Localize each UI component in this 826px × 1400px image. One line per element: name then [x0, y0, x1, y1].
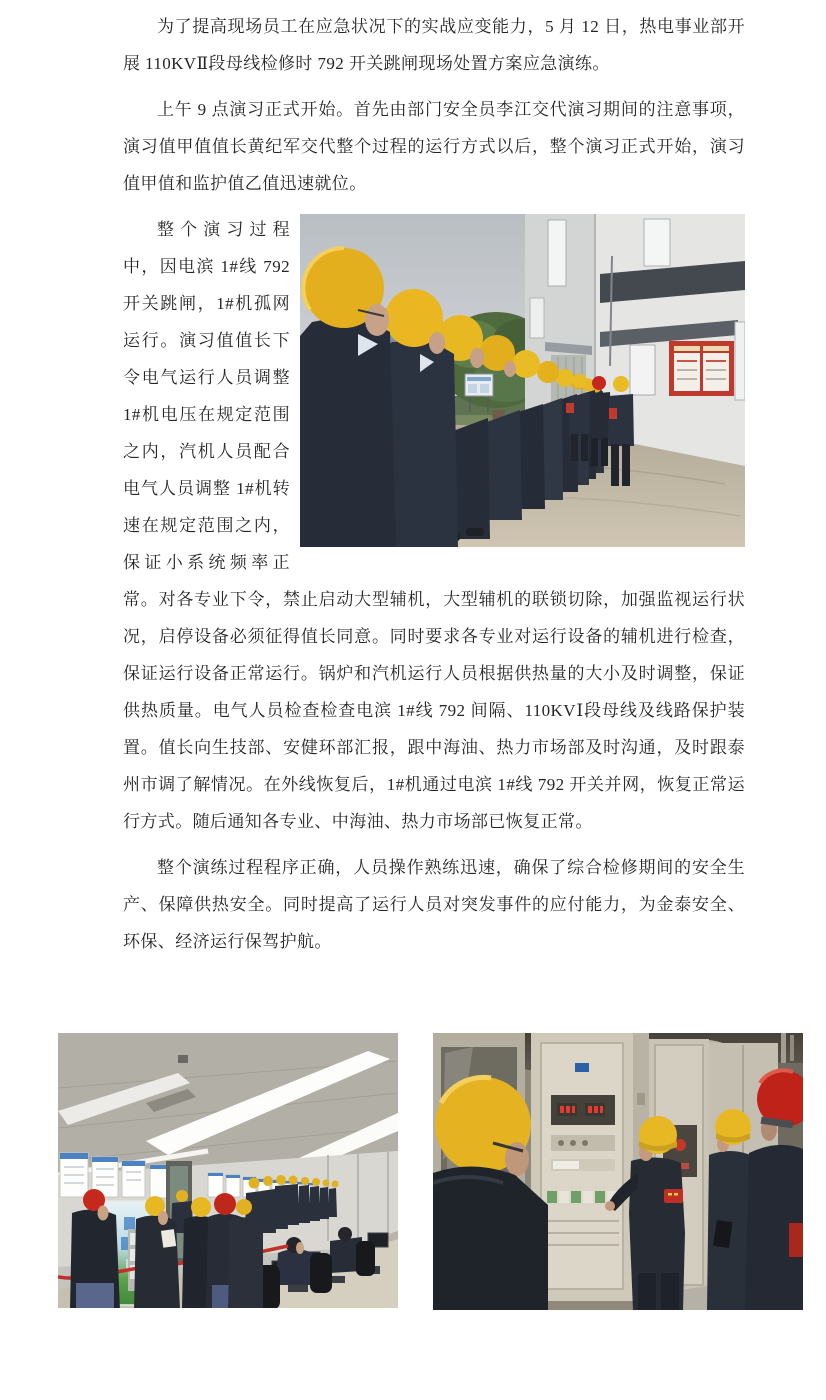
paragraph-drill-process-text: 整个演习过程中，因电滨 1#线 792 开关跳闸，1#机孤网运行。演习值值长下令电气运行人员调整 1#机电压在规定范围之内，汽机人员配合电气人员调整 1#机转速在规定范围之内，保证小系统频率正常。对各专业下令，禁止启动大型辅机，大型辅机的联锁切除，加强监视运行状况，启停设备必须征得值长同意。同时要求各专业对运行设备的辅机进行检查，保证运行设备正常运行。锅炉和汽机运行人员根据供热量的大小及时调整，保证供热质量。电气人员检查检查电滨 1#线 792 间隔、110KVⅠ段母线及线路保护装置。值长向生技部、安健环部汇报，跟中海油、热力市场部及时沟通，及时跟泰州市调了解情况。在外线恢复后，1#机通过电滨 1#线 792 开关并网，恢复正常运行方式。随后通知各专业、中海油、热力市场部已恢复正常。: [123, 220, 745, 831]
drill-lineup-scene: [300, 214, 745, 547]
cabinet-inspection-scene: [433, 1033, 803, 1310]
red-bulletin-board: [669, 341, 734, 396]
paragraph-intro: 为了提高现场员工在应急状况下的实战应变能力，5 月 12 日，热电事业部开展 110KVⅡ段母线检修时 792 开关跳闸现场处置方案应急演练。: [123, 17, 745, 73]
paragraph-drill-process: [123, 211, 745, 840]
photo-gallery: [58, 1033, 803, 1310]
photo-cabinet-inspection: [433, 1033, 803, 1310]
control-room-scene: [58, 1033, 398, 1308]
ceiling: [58, 1033, 398, 1175]
paragraph-conclusion: 整个演练过程程序正确，人员操作熟练迅速，确保了综合检修期间的安全生产、保障供热安全。同时提高了运行人员对突发事件的应付能力，为金泰安全、环保、经济运行保驾护航。: [123, 858, 745, 951]
photo-control-room: [58, 1033, 398, 1308]
photo-drill-lineup: [300, 214, 745, 547]
paragraph-drill-start: 上午 9 点演习正式开始。首先由部门安全员李江交代演习期间的注意事项，演习值甲值值长黄纪军交代整个过程的运行方式以后，整个演习正式开始，演习值甲值和监护值乙值迅速就位。: [123, 100, 745, 193]
